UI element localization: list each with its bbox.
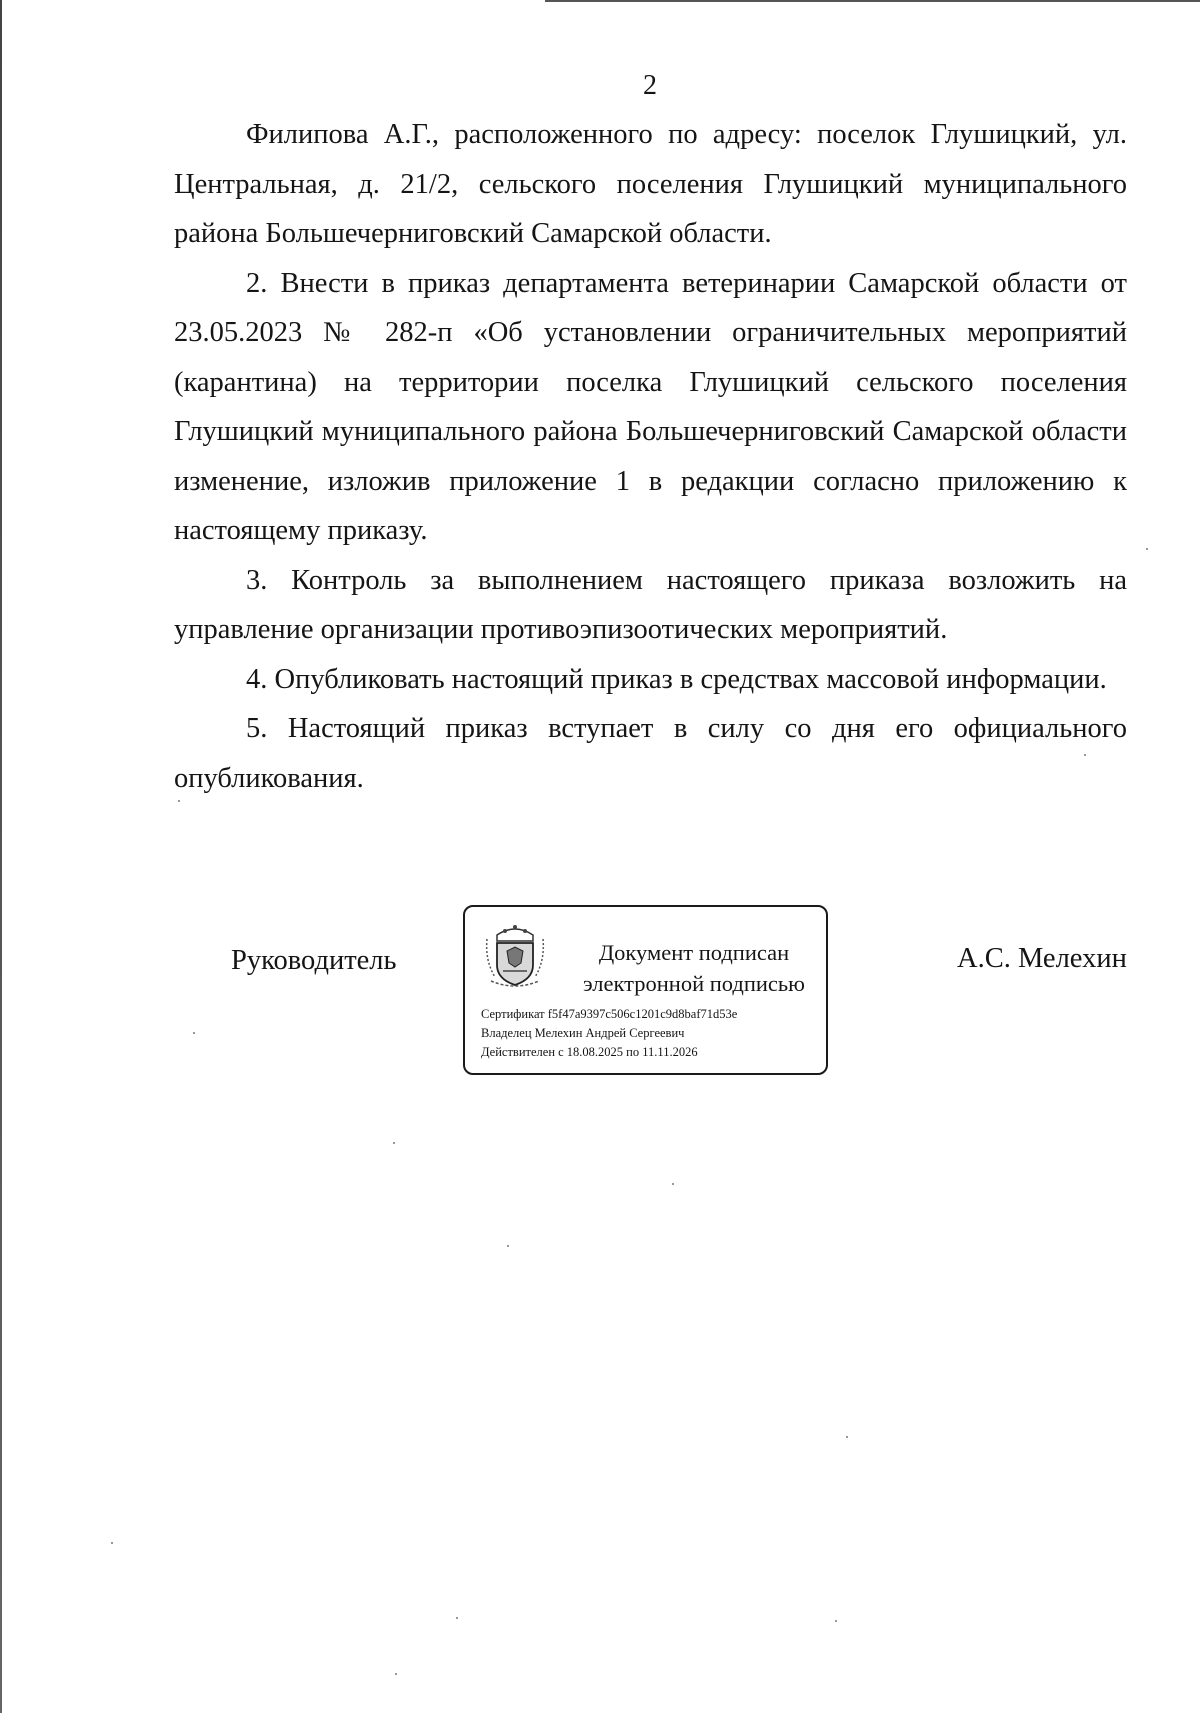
scan-speck <box>111 1542 113 1544</box>
stamp-details <box>481 1005 737 1062</box>
scan-speck <box>672 1183 674 1185</box>
signer-position: Руководитель <box>231 945 397 976</box>
stamp-certificate: Сертификат f5f47a9397c506c1201c9d8baf71d53e <box>481 1007 738 1021</box>
stamp-owner: Владелец Мелехин Андрей Сергеевич <box>481 1026 685 1040</box>
document-body <box>174 110 1127 803</box>
paragraph-item-5: 5. Настоящий приказ вступает в силу со дня его официального опубликования. <box>174 713 1127 794</box>
scan-left-edge-line <box>0 0 2 1713</box>
stamp-title-line-2: электронной подписью <box>583 971 805 996</box>
scan-speck <box>1146 548 1148 550</box>
stamp-validity: Действителен с 18.08.2025 по 11.11.2026 <box>481 1045 698 1059</box>
coat-of-arms-icon <box>483 921 547 989</box>
stamp-title <box>569 937 819 999</box>
scan-speck <box>846 1436 848 1438</box>
scan-speck <box>393 1142 395 1144</box>
scan-speck <box>395 1673 397 1675</box>
paragraph-item-4: 4. Опубликовать настоящий приказ в средствах массовой информации. <box>246 663 1107 695</box>
scan-speck <box>835 1620 837 1622</box>
scan-speck <box>193 1032 195 1034</box>
scan-speck <box>178 800 180 802</box>
scan-speck <box>456 1617 458 1619</box>
scan-speck <box>507 1245 509 1247</box>
signer-name: А.С. Мелехин <box>957 943 1127 974</box>
paragraph-continuation: Филипова А.Г., расположенного по адресу: поселок Глушицкий, ул. Центральная, д. 21/2, сельского поселения Глушицкий муниципального района Большечерниговский Самарской области. <box>174 119 1127 249</box>
electronic-signature-stamp <box>463 905 828 1075</box>
paragraph-item-3: 3. Контроль за выполнением настоящего приказа возложить на управление организации противоэпизоотических мероприятий. <box>174 564 1127 645</box>
page-number: 2 <box>643 70 657 101</box>
scan-top-edge-line <box>545 0 1200 2</box>
scan-speck <box>1084 754 1086 756</box>
signature-block <box>0 905 1200 1085</box>
paragraph-item-2: 2. Внести в приказ департамента ветеринарии Самарской области от 23.05.2023 № 282-п «Об установлении ограничительных мероприятий (карантина) на территории поселка Глушицкий сельского поселения Глушицкий муниципального района Большечерниговский Самарской области изменение, изложив приложение 1 в редакции согласно приложению к настоящему приказу. <box>174 267 1127 546</box>
stamp-title-line-1: Документ подписан <box>598 940 790 965</box>
